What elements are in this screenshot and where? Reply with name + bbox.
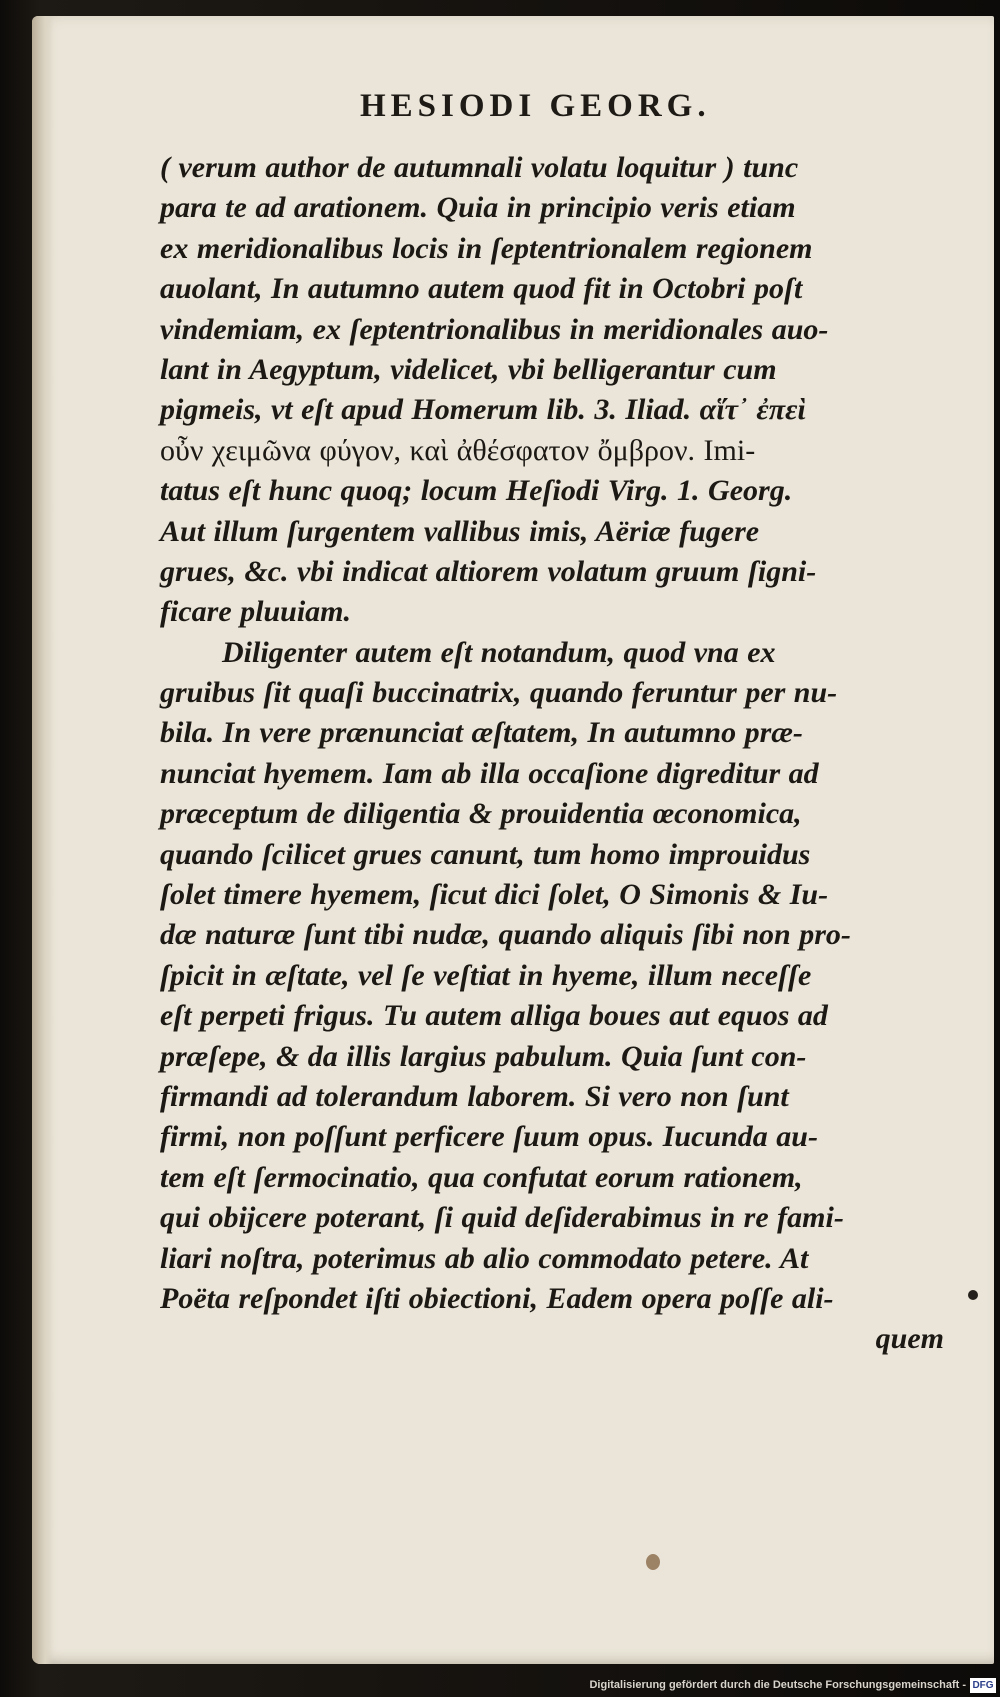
text-line: præſepe, & da illis largius pabulum. Quia ſunt con- <box>160 1039 807 1073</box>
text-line: vindemiam, ex ſeptentrionalibus in meridionales auo- <box>160 312 829 346</box>
text-line: gruibus ſit quaſi buccinatrix, quando feruntur per nu- <box>160 676 838 710</box>
text-line: dæ naturæ ſunt tibi nudæ, quando aliquis ſibi non pro- <box>160 918 851 952</box>
text-line: tem eſt ſermocinatio, qua confutat eorum rationem, <box>160 1160 803 1194</box>
dfg-logo: DFG <box>970 1678 996 1693</box>
text-line: para te ad arationem. Quia in principio veris etiam <box>160 191 796 225</box>
ink-spot <box>646 1554 660 1570</box>
text-line: Aut illum ſurgentem vallibus imis, Aëriæ fugere <box>160 514 760 548</box>
text-line: grues, &c. vbi indicat altiorem volatum gruum ſigni- <box>160 554 817 588</box>
text-line: pigmeis, vt eſt apud Homerum lib. 3. Iliad. αἵτ᾽ ἐπεὶ <box>160 393 806 427</box>
running-head: HESIODI GEORG. <box>360 88 711 124</box>
text-line: lant in Aegyptum, videlicet, vbi belligerantur cum <box>160 352 777 386</box>
text-line: ficare pluuiam. <box>160 595 352 629</box>
text-line: ex meridionalibus locis in ſeptentrionalem regionem <box>160 231 813 265</box>
text-line: firmandi ad tolerandum laborem. Si vero non ſunt <box>160 1079 789 1113</box>
body-text <box>160 148 960 1360</box>
text-line: ſolet timere hyemem, ſicut dici ſolet, O Simonis & Iu- <box>160 878 829 912</box>
text-line: tatus eſt hunc quoq; locum Heſiodi Virg. 1. Georg. <box>160 474 793 508</box>
text-line: quando ſcilicet grues canunt, tum homo improuidus <box>160 837 811 871</box>
text-line: Poëta reſpondet iſti obiectioni, Eadem opera poſſe ali- <box>160 1281 834 1315</box>
text-line: bila. In vere prænunciat æſtatem, In autumno præ- <box>160 716 803 750</box>
text-line: firmi, non poſſunt perficere ſuum opus. Iucunda au- <box>160 1120 818 1154</box>
catchword: quem <box>875 1322 944 1356</box>
paragraph-start-line: Diligenter autem eſt notandum, quod vna ex <box>222 635 776 669</box>
text-line: præceptum de diligentia & prouidentia œconomica, <box>160 797 802 831</box>
text-line-greek: οὖν χειμῶνα φύγον, καὶ ἀθέσφατον ὄμβρον. Imi- <box>160 433 756 467</box>
margin-ink-dot <box>968 1290 978 1300</box>
text-line: nunciat hyemem. Iam ab illa occaſione digreditur ad <box>160 756 819 790</box>
text-line: eſt perpeti frigus. Tu autem alliga boues aut equos ad <box>160 999 828 1033</box>
text-line: qui obijcere poterant, ſi quid deſiderabimus in re fami- <box>160 1201 844 1235</box>
digitization-credit: Digitalisierung gefördert durch die Deutsche Forschungsgemeinschaft - <box>589 1679 966 1691</box>
text-line: ( verum author de autumnali volatu loquitur ) tunc <box>160 151 799 184</box>
text-line: auolant, In autumno autem quod fit in Octobri poſt <box>160 272 803 306</box>
text-line: liari noſtra, poterimus ab alio commodato petere. At <box>160 1241 809 1275</box>
text-line: ſpicit in æſtate, vel ſe veſtiat in hyeme, illum neceſſe <box>160 958 812 992</box>
